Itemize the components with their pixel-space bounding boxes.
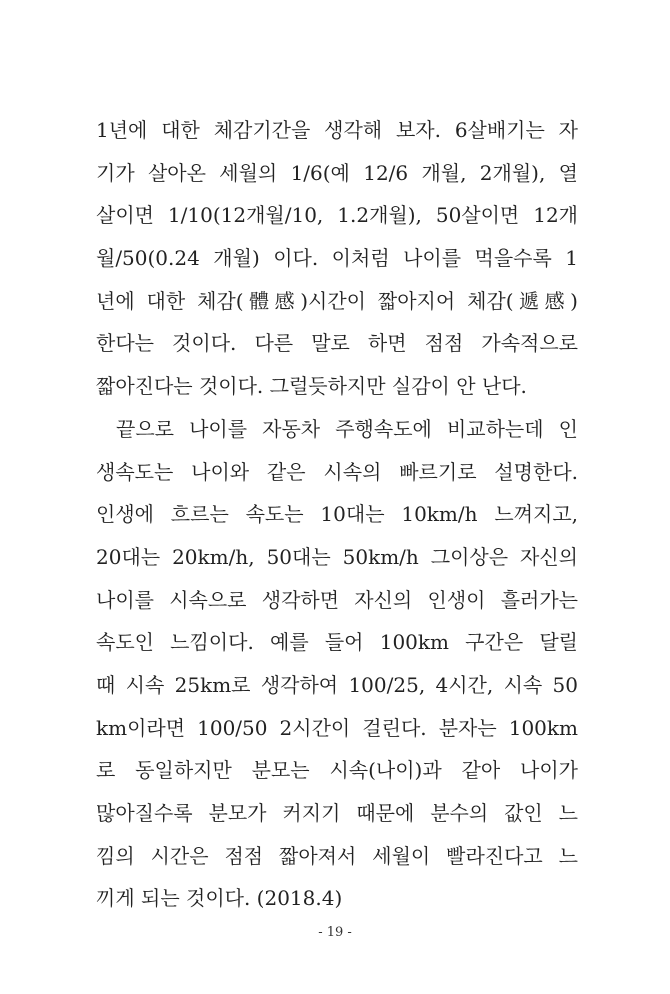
text-line: 때 시속 25km로 생각하여 100/25, 4시간, 시속 50 bbox=[96, 672, 578, 697]
text-line: 속도인 느낌이다. 예를 들어 100km 구간은 달릴 bbox=[96, 630, 578, 655]
text-line: 인생에 흐르는 속도는 10대는 10km/h 느껴지고, bbox=[96, 502, 578, 527]
text-line: 많아질수록 분모가 커지기 때문에 분수의 값인 느 bbox=[96, 801, 578, 825]
text-line: 끝으로 나이를 자동차 주행속도에 비교하는데 인 bbox=[116, 416, 578, 441]
text-line: 년에 대한 체감(體感)시간이 짧아지어 체감(遞感) bbox=[96, 288, 578, 313]
text-line: 나이를 시속으로 생각하면 자신의 인생이 흘러가는 bbox=[96, 587, 578, 612]
text-line: 낌의 시간은 점점 짧아져서 세월이 빨라진다고 느 bbox=[96, 843, 578, 868]
text-line: 기가 살아온 세월의 1/6(예 12/6 개월, 2개월), 열 bbox=[96, 160, 578, 185]
body-text bbox=[96, 109, 578, 920]
text-line: km이라면 100/50 2시간이 걸린다. 분자는 100km bbox=[96, 715, 578, 740]
text-line: 짧아진다는 것이다. 그럴듯하지만 실감이 안 난다. bbox=[96, 374, 527, 399]
text-line: 월/50(0.24 개월) 이다. 이처럼 나이를 먹을수록 1 bbox=[96, 246, 578, 271]
text-line: 살이면 1/10(12개월/10, 1.2개월), 50살이면 12개 bbox=[96, 203, 578, 228]
text-line: 1년에 대한 체감기간을 생각해 보자. 6살배기는 자 bbox=[96, 118, 578, 142]
page-number: - 19 - bbox=[318, 925, 352, 940]
text-line: 로 동일하지만 분모는 시속(나이)과 같아 나이가 bbox=[96, 758, 578, 783]
text-line: 20대는 20km/h, 50대는 50km/h 그이상은 자신의 bbox=[96, 544, 578, 569]
text-line: 생속도는 나이와 같은 시속의 빠르기로 설명한다. bbox=[96, 459, 578, 484]
text-line: 끼게 되는 것이다. (2018.4) bbox=[96, 886, 343, 911]
text-line: 한다는 것이다. 다른 말로 하면 점점 가속적으로 bbox=[96, 331, 578, 356]
